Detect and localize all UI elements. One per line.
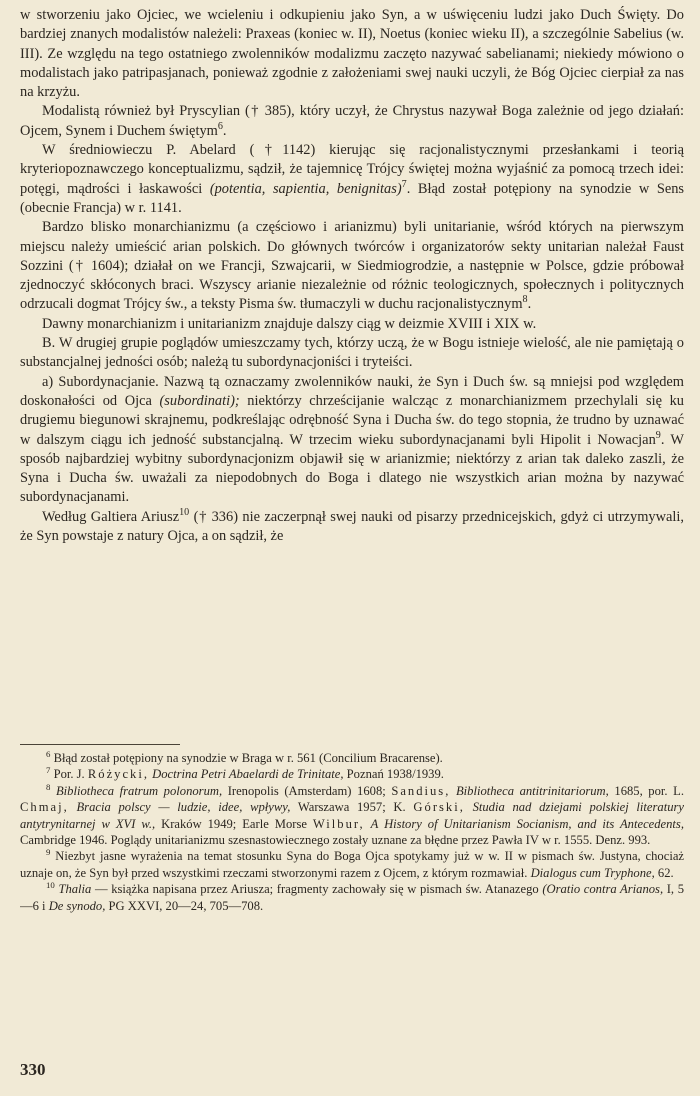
work-title: (Oratio contra Arianos, — [542, 882, 664, 897]
work-title: Studia nad dziejami polskiej literatury antytrynitarnej w XVI w., — [20, 800, 684, 831]
work-title: Bracia polscy — ludzie, idee, wpływy, — [76, 800, 291, 815]
paragraph: Bardzo blisko monarchianizmu (a częściowo i arianizmu) byli unitarianie, wśród których na pierwszym miejscu należy umieścić arian polskich. Do głównych twórców i organizatorów sekty unitarian należał Faust Sozzini († 1604); działał on we Francji, Szwajcarii, w Siedmiogrodzie, a następnie w Polsce, gdzie próbował zjednoczyć skłóconych braci. Wszyscy arianie niezależnie od różnic teologicznych, społecznych i politycznych odrzucali dogmat Trójcy św., a teksty Pisma św. tłumaczyli w duchu racjonalistycznym$^8$. — [20, 219, 684, 313]
footnote-text: PG XXVI, 20—24, 705—708. — [108, 898, 264, 913]
paragraph — [20, 334, 684, 373]
work-title: A History of Unitarianism Socianism, and its Antecedents, — [370, 816, 684, 831]
work-title: Bibliotheca antitrinitariorum, — [455, 783, 609, 798]
paragraph-text: niektórzy chrześcijanie walcząc z monarchianizmem przechylali się ku drugiemu biegunowi skrajnemu, podkreślając odrębność Syna i Ducha św. do tego stopnia, że trudno by uznawać w dalszym ciągu ich jedność substancjalną. W trzecim wieku subordynacjanami byli Hipolit i Nowacjan — [20, 392, 684, 448]
footnote — [20, 881, 684, 914]
work-title: Bibliotheca fratrum polonorum, — [55, 783, 223, 798]
footnote-number: 6 — [46, 750, 51, 759]
latin-term: (potentia, sapientia, benignitas) — [209, 180, 402, 197]
author-name: Sandius, — [391, 783, 451, 798]
paragraph-text: Bardzo blisko monarchianizmu (a częściowo i arianizmu) byli unitarianie, wśród których na pierwszym miejscu należy umieścić arian polskich. Do głównych twórców i organizatorów sekty unitarian należał Faust Sozzini († 1604); działał on we Francji, Szwajcarii, w Siedmiogrodzie, a następnie w Polsce, gdzie próbował zjednoczyć skłóconych braci. Wszyscy arianie niezależnie od różnic teologicznych, społecznych i politycznych odrzucali dogmat Trójcy św., a teksty Pisma św. tłumaczyli w duchu racjonalistycznym — [20, 219, 684, 313]
author-name: Różycki, — [87, 767, 149, 782]
paragraph-text: († 336) nie zaczerpnął swej nauki od pisarzy przednicejskich, gdyż ci utrzymywali, że Syn powstaje z natury Ojca, a on sądził, że — [20, 508, 684, 545]
paragraph-text: Modalistą również był Pryscylian († 385), który uczył, że Chrystus nazywał Boga zależnie od jego działań: Ojcem, Synem i Duchem świętym — [20, 103, 684, 139]
work-title: Dialogus cum Tryphone, — [530, 865, 655, 880]
paragraph-text: a) Subordynacjanie. Nazwą tą oznaczamy zwolenników nauki, że Syn i Duch św. są mniejsi pod względem doskonałości od Ojca — [20, 373, 684, 409]
footnote-number: 7 — [46, 765, 51, 776]
footnote-text: Błąd został potępiony na synodzie w Braga w r. 561 (Concilium Bracarense). — [53, 751, 443, 765]
paragraph: Modalistą również był Pryscylian († 385), który uczył, że Chrystus nazywał Boga zależnie od jego działań: Ojcem, Synem i Duchem świętym$^6$. — [20, 103, 684, 139]
paragraph-text: w stworzeniu jako Ojciec, we wcieleniu i odkupieniu jako Syn, a w uświęceniu ludzi jako Duch Święty. Do bardziej znanych modalistów należeli: Praxeas (koniec w. II), Noetus (koniec wieku II), a szczególnie Sabelius (w. III). Ze względu na tego ostatniego zwolenników modalizmu zaczęto nazywać sabelianami; niekiedy mówiono o modalistach jako patripasjanach, ponieważ zgodnie z założeniami swej nauki uczyli, że Bóg Ojciec cierpiał za nas na krzyżu. — [20, 7, 684, 101]
footnote-number: 8 — [46, 781, 51, 792]
work-title: Doctrina Petri Abaelardi de Trinitate, — [152, 767, 344, 782]
paragraph — [20, 141, 684, 218]
footnote-number: 10 — [46, 880, 55, 891]
paragraph-text: B. W drugiej grupie poglądów umieszczamy tych, którzy uczą, że w Bogu istnieje wielość, ale nie pamiętają o substancjalnej jedności osób; należą tu subordynacjoniści i tryteiści. — [20, 335, 684, 371]
footnote-text: Por. J. — [53, 767, 85, 782]
footnotes — [20, 750, 684, 1036]
footnote-text: I, 5—6 i — [20, 882, 684, 913]
footnote-number: 9 — [46, 847, 51, 858]
footnote-text: Niezbyt jasne wyrażenia na temat stosunku Syna do Boga Ojca spotykamy już w w. II w pismach św. Justyna, chociaż uznaje on, że Syn był przed wszystkimi rzeczami stworzonymi razem z Ojcem, z którym rozmawiał. — [20, 849, 684, 880]
footnote — [20, 848, 684, 881]
footnote-ref: 6 — [217, 120, 223, 132]
footnote-ref: 10 — [179, 506, 190, 518]
work-title: Thalia — [58, 882, 92, 897]
author-name: Górski, — [413, 800, 465, 815]
page-number: 330 — [20, 1060, 46, 1079]
footnote — [20, 766, 684, 782]
paragraph-text: . Błąd został potępiony na synodzie w Sens (obecnie Francja) w r. 1141. — [20, 180, 684, 216]
main-text — [20, 6, 684, 738]
work-title: De synodo, — [48, 898, 106, 913]
footnote — [20, 783, 684, 849]
footnote-text: — książka napisana przez Ariusza; fragmenty zachowały się w pismach św. Atanazego — [95, 882, 539, 897]
footnote-text: Warszawa 1957; K. — [297, 800, 406, 815]
footnote-ref: 7 — [401, 178, 407, 190]
author-name: Chmaj, — [20, 800, 69, 815]
paragraph-text: . W sposób najbardziej wybitny subordynacjonizm objawił się w arianizmie; niektórzy z arian tak daleko zaszli, że Syna i Ducha św. uważali za niepodobnych do Boga i dlatego nie wszystkich arian można by nazywać subordynacjanami. — [20, 431, 684, 506]
paragraph — [20, 508, 684, 547]
latin-term: (subordinati); — [159, 392, 240, 409]
paragraph — [20, 6, 684, 102]
author-name: Wilbur, — [312, 816, 365, 831]
footnote-ref: 8 — [522, 294, 528, 306]
paragraph — [20, 373, 684, 508]
footnote-ref: 9 — [655, 429, 661, 441]
footnote-text: Kraków 1949; Earle Morse — [161, 816, 307, 831]
paragraph — [20, 315, 684, 334]
paragraph-text: Według Galtiera Ariusz — [42, 508, 180, 525]
footnote-separator — [20, 744, 180, 745]
footnote-text: Poznań 1938/1939. — [346, 767, 444, 782]
footnote-text: 1685, por. L. — [614, 783, 684, 798]
footnote-text: Cambridge 1946. Poglądy unitarianizmu szesnastowiecznego zostały uznane za błędne przez Pawła IV w r. 1555. Denz. 993. — [20, 833, 651, 848]
footnote-text: 62. — [657, 865, 674, 880]
paragraph-text: Dawny monarchianizm i unitarianizm znajduje dalszy ciąg w deizmie XVIII i XIX w. — [42, 315, 537, 332]
footnote-text: Irenopolis (Amsterdam) 1608; — [227, 783, 386, 798]
footnote — [20, 750, 684, 766]
paragraph-text: W średniowieczu P. Abelard (†1142) kierując się racjonalistycznymi przesłankami i teorią kryteriopoznawczego konceptualizmu, sądził, że tajemnicę Trójcy świętej można wyjaśnić za pomocą trzech idei: potęgi, mądrości i łaskawości — [20, 142, 684, 197]
